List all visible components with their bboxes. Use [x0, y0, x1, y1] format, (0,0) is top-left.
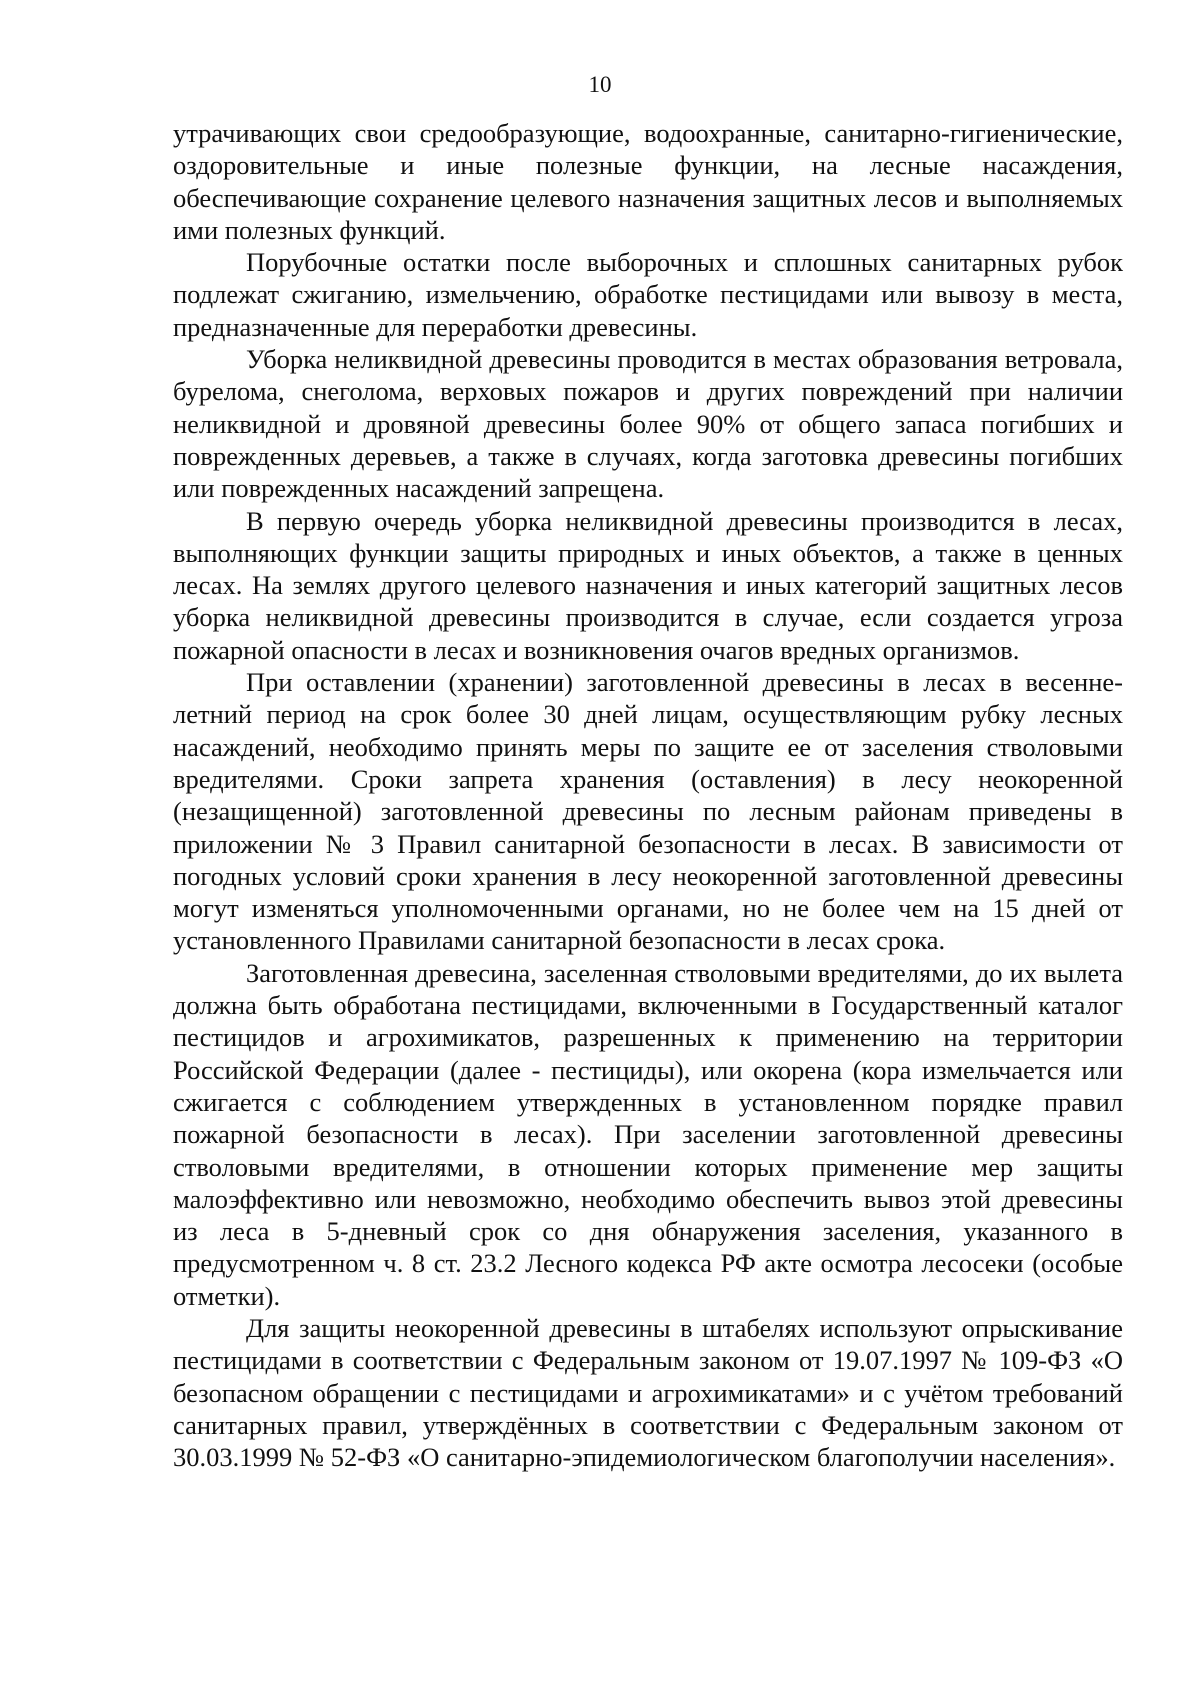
paragraph-priority-cleanup: В первую очередь уборка неликвидной древесины производится в лесах, выполняющих функции защиты природных и иных объектов, а также в ценных лесах. На землях другого целевого назначения и иных категорий защитных лесов уборка неликвидной древесины производится в случае, если создается угроза пожарной опасности в лесах и возникновения очагов вредных организмов. [173, 505, 1123, 665]
body-text [173, 117, 1123, 1473]
paragraph-infested-timber: Заготовленная древесина, заселенная стволовыми вредителями, до их вылета должна быть обработана пестицидами, включенными в Государственный каталог пестицидов и агрохимикатов, разрешенных к применению на территории Российской Федерации (далее - пестициды), или окорена (кора измельчается или сжигается с соблюдением утвержденных в установленном порядке правил пожарной безопасности в лесах). При заселении заготовленной древесины стволовыми вредителями, в отношении которых применение мер защиты малоэффективно или невозможно, необходимо обеспечить вывоз этой древесины из леса в 5-дневный срок со дня обнаружения заселения, указанного в предусмотренном ч. 8 ст. 23.2 Лесного кодекса РФ акте осмотра лесосеки (особые отметки). [173, 957, 1123, 1311]
paragraph-unmerchantable-wood-cleanup: Уборка неликвидной древесины проводится в местах образования ветровала, бурелома, снеголома, верховых пожаров и других повреждений при наличии неликвидной и дровяной древесины более 90% от общего запаса погибших и поврежденных деревьев, а также в случаях, когда заготовка древесины погибших или поврежденных насаждений запрещена. [173, 344, 1123, 504]
paragraph-timber-storage: При оставлении (хранении) заготовленной древесины в лесах в весенне-летний период на срок более 30 дней лицам, осуществляющим рубку лесных насаждений, необходимо принять меры по защите ее от заселения стволовыми вредителями. Сроки запрета хранения (оставления) в лесу неокоренной (незащищенной) заготовленной древесины по лесным районам приведены в приложении № 3 Правил санитарной безопасности в лесах. В зависимости от погодных условий сроки хранения в лесу неокоренной заготовленной древесины могут изменяться уполномоченными органами, но не более чем на 15 дней от установленного Правилами санитарной безопасности в лесах срока. [173, 667, 1123, 956]
paragraph-stack-protection: Для защиты неокоренной древесины в штабелях используют опрыскивание пестицидами в соответствии с Федеральным законом от 19.07.1997 № 109-ФЗ «О безопасном обращении с пестицидами и агрохимикатами» и с учётом требований санитарных правил, утверждённых в соответствии с Федеральным законом от 30.03.1999 № 52-ФЗ «О санитарно-эпидемиологическом благополучии населения». [173, 1312, 1123, 1473]
paragraph-continuation: утрачивающих свои средообразующие, водоохранные, санитарно-гигиенические, оздоровительные и иные полезные функции, на лесные насаждения, обеспечивающие сохранение целевого назначения защитных лесов и выполняемых ими полезных функций. [173, 118, 1123, 245]
paragraph-logging-residues: Порубочные остатки после выборочных и сплошных санитарных рубок подлежат сжиганию, измельчению, обработке пестицидами или вывозу в места, предназначенные для переработки древесины. [173, 247, 1123, 342]
page-number: 10 [588, 72, 612, 97]
